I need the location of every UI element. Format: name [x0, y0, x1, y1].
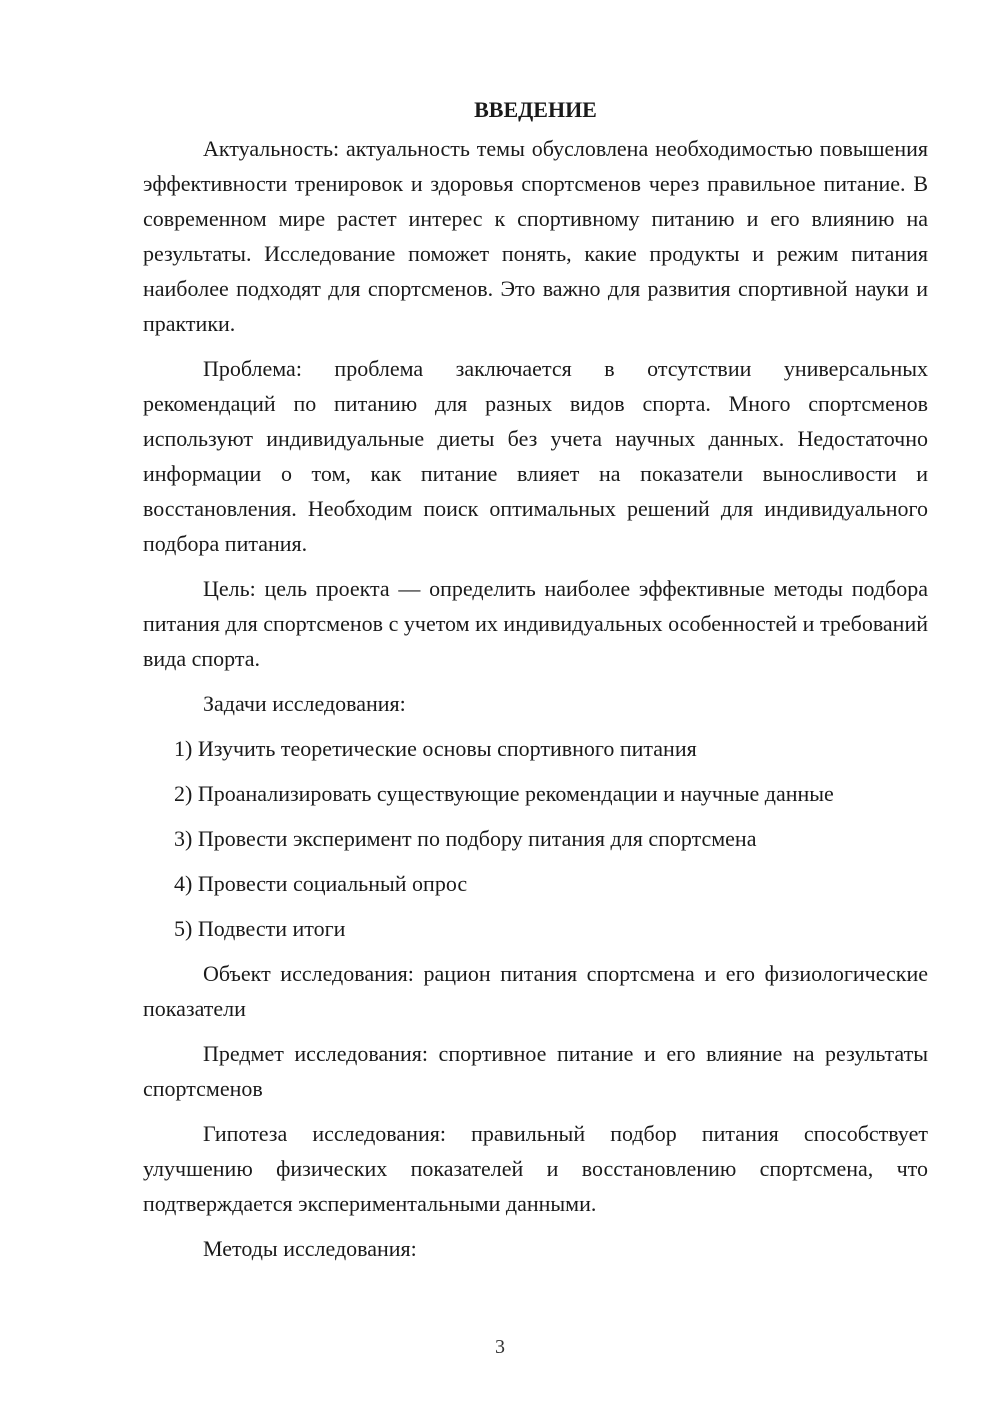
task-item-3: 3) Провести эксперимент по подбору питания для спортсмена [174, 826, 757, 851]
document-page [143, 92, 928, 1276]
paragraph-methods-heading: Методы исследования: [203, 1236, 417, 1261]
task-item-5: 5) Подвести итоги [174, 916, 346, 941]
paragraph-tasks-heading: Задачи исследования: [203, 691, 406, 716]
paragraph-subject: Предмет исследования: спортивное питание и его влияние на результаты спортсменов [143, 1041, 928, 1101]
page-number: 3 [495, 1336, 505, 1358]
paragraph-hypothesis: Гипотеза исследования: правильный подбор питания способствует улучшению физических показателей и восстановлению спортсмена, что подтверждается экспериментальными данными. [143, 1121, 928, 1216]
task-item-1: 1) Изучить теоретические основы спортивного питания [174, 736, 697, 761]
task-item-2: 2) Проанализировать существующие рекомендации и научные данные [174, 781, 834, 806]
section-title: ВВЕДЕНИЕ [474, 97, 597, 122]
task-item-4: 4) Провести социальный опрос [174, 871, 468, 896]
paragraph-object: Объект исследования: рацион питания спортсмена и его физиологические показатели [143, 961, 928, 1021]
paragraph-problem: Проблема: проблема заключается в отсутствии универсальных рекомендаций по питанию для разных видов спорта. Много спортсменов используют индивидуальные диеты без учета научных данных. Недостаточно информации о том, как питание влияет на показатели выносливости и восстановления. Необходим поиск оптимальных решений для индивидуального подбора питания. [143, 356, 928, 556]
paragraph-goal: Цель: цель проекта — определить наиболее эффективные методы подбора питания для спортсменов с учетом их индивидуальных особенностей и требований вида спорта. [143, 576, 928, 671]
paragraph-relevance: Актуальность: актуальность темы обусловлена необходимостью повышения эффективности тренировок и здоровья спортсменов через правильное питание. В современном мире растет интерес к спортивному питанию и его влиянию на результаты. Исследование поможет понять, какие продукты и режим питания наиболее подходят для спортсменов. Это важно для развития спортивной науки и практики. [143, 136, 928, 336]
